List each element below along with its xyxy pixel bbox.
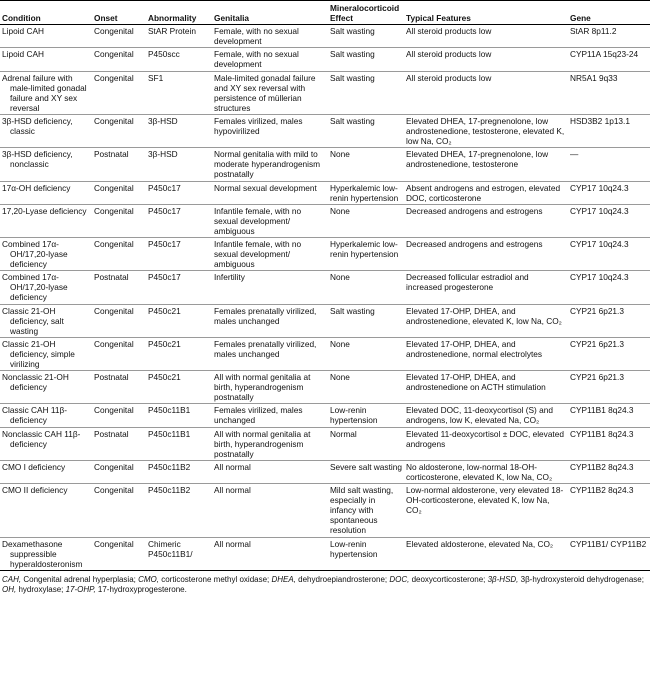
cell-text: Elevated DHEA, 17-pregnenolone, low androstenedione, testosterone, elevated K, low Na, CO₂ — [406, 115, 565, 147]
table-row — [0, 271, 650, 304]
cell-text: Male-limited gonadal failure and XY sex reversal with persistence of müllerian structures — [214, 72, 316, 113]
cell-text: Mild salt wasting, especially in infancy with spontaneous resolution — [330, 485, 394, 536]
cell-text: CYP17 10q24.3 — [570, 238, 629, 249]
cell-condition — [0, 148, 92, 181]
cell-text: 17α-OH deficiency — [2, 182, 71, 193]
cell-condition — [0, 114, 92, 147]
cell-text: CMO I deficiency — [2, 461, 66, 472]
cell-text: 3β-HSD — [148, 149, 178, 160]
cell-text: P450c11B1 — [148, 405, 191, 416]
header-onset: Onset — [92, 1, 146, 25]
cell-genitalia — [212, 148, 328, 181]
cell-text: Combined 17α-OH/17,20-lyase deficiency — [2, 272, 68, 303]
cell-abnormality — [146, 114, 212, 147]
cell-mineralocorticoid-effect — [328, 404, 404, 427]
cell-text: Severe salt wasting — [330, 461, 402, 472]
cell-onset — [92, 237, 146, 270]
cell-typical-features — [404, 148, 568, 181]
cell-onset — [92, 371, 146, 404]
table-row — [0, 460, 650, 483]
cell-typical-features — [404, 25, 568, 48]
cell-mineralocorticoid-effect — [328, 304, 404, 337]
cell-abnormality — [146, 204, 212, 237]
cell-abnormality — [146, 460, 212, 483]
cell-text: Normal genitalia with mild to moderate hyperandrogenism postnatally — [214, 149, 321, 180]
cell-text: P450c17 — [148, 238, 181, 249]
cell-text: Nonclassic CAH 11β-deficiency — [2, 428, 81, 449]
cell-text: CYP11B1 8q24.3 — [570, 405, 634, 416]
cell-gene — [568, 404, 650, 427]
cell-abnormality — [146, 71, 212, 114]
cell-condition — [0, 404, 92, 427]
cell-text: Nonclassic 21-OH deficiency — [2, 372, 69, 393]
cell-text: Elevated 17-OHP, DHEA, and androstenedione, elevated K, low Na, CO₂ — [406, 305, 562, 326]
cell-typical-features — [404, 460, 568, 483]
cell-text: Female, with no sexual development — [214, 26, 299, 47]
cell-text: Salt wasting — [330, 26, 375, 37]
cell-text: Infantile female, with no sexual development/ ambiguous — [214, 205, 302, 236]
cell-text: None — [330, 272, 350, 283]
cell-mineralocorticoid-effect — [328, 204, 404, 237]
cell-text: Combined 17α-OH/17,20-lyase deficiency — [2, 238, 68, 270]
cell-gene — [568, 537, 650, 570]
table-row — [0, 148, 650, 181]
cell-typical-features — [404, 271, 568, 304]
cell-text: Elevated 17-OHP, DHEA, and androstenedione on ACTH stimulation — [406, 372, 546, 393]
cell-text: CYP21 6p21.3 — [570, 338, 624, 349]
cell-text: Postnatal — [94, 149, 129, 160]
cell-mineralocorticoid-effect — [328, 48, 404, 71]
cell-text: CYP11B1/ CYP11B2 — [570, 538, 647, 549]
cell-text: All normal — [214, 538, 251, 549]
table-header — [0, 1, 650, 25]
cell-text: Congenital — [94, 305, 134, 316]
cell-condition — [0, 271, 92, 304]
cell-text: P450c21 — [148, 372, 181, 383]
footnote-text: corticosterone methyl oxidase; — [158, 574, 272, 584]
cell-gene — [568, 181, 650, 204]
cell-onset — [92, 71, 146, 114]
footnote-text: 17-hydroxyprogesterone. — [95, 584, 187, 594]
header-gene: Gene — [568, 1, 650, 25]
table-body — [0, 25, 650, 571]
cell-text: Decreased androgens and estrogens — [406, 238, 543, 249]
cell-text: CYP21 6p21.3 — [570, 305, 624, 316]
cell-mineralocorticoid-effect — [328, 25, 404, 48]
cell-typical-features — [404, 237, 568, 270]
cell-text: Congenital — [94, 72, 134, 83]
cell-condition — [0, 484, 92, 537]
cell-condition — [0, 25, 92, 48]
cell-text: Congenital — [94, 538, 134, 549]
cell-gene — [568, 148, 650, 181]
cell-condition — [0, 537, 92, 570]
cell-text: Females virilized, males unchanged — [214, 405, 303, 426]
cell-text: Salt wasting — [330, 49, 375, 60]
cell-typical-features — [404, 537, 568, 570]
footnote-abbr: 17-OHP, — [65, 584, 96, 594]
cell-text: Congenital — [94, 49, 134, 60]
footnote-text: deoxycorticosterone; — [409, 574, 488, 584]
cell-onset — [92, 460, 146, 483]
cell-text: P450c17 — [148, 205, 181, 216]
cell-typical-features — [404, 71, 568, 114]
cell-text: All normal — [214, 485, 251, 496]
cell-typical-features — [404, 404, 568, 427]
cell-text: Salt wasting — [330, 72, 375, 83]
cell-text: All steroid products low — [406, 26, 492, 37]
cell-text: Congenital — [94, 182, 134, 193]
cell-text: Normal sexual development — [214, 182, 317, 193]
cell-typical-features — [404, 181, 568, 204]
cell-text: Elevated aldosterone, elevated Na, CO₂ — [406, 538, 554, 549]
cell-mineralocorticoid-effect — [328, 148, 404, 181]
cell-text: Congenital — [94, 338, 134, 349]
cell-text: P450scc — [148, 49, 180, 60]
cell-abnormality — [146, 48, 212, 71]
cell-gene — [568, 460, 650, 483]
cell-mineralocorticoid-effect — [328, 484, 404, 537]
cell-text: All steroid products low — [406, 49, 492, 60]
cell-text: Females prenatally virilized, males unchanged — [214, 305, 317, 326]
cell-mineralocorticoid-effect — [328, 71, 404, 114]
cell-genitalia — [212, 204, 328, 237]
cell-onset — [92, 427, 146, 460]
cell-text: Salt wasting — [330, 305, 375, 316]
header-mineralocorticoid-effect: Mineralocorticoid Effect — [328, 1, 404, 25]
cell-genitalia — [212, 271, 328, 304]
cell-text: Classic 21-OH deficiency, simple virilizing — [2, 338, 75, 369]
cell-text: CYP11B2 8q24.3 — [570, 461, 634, 472]
cell-text: CYP21 6p21.3 — [570, 372, 624, 383]
header-condition: Condition — [0, 1, 92, 25]
cell-abnormality — [146, 404, 212, 427]
cell-text: Decreased androgens and estrogens — [406, 205, 543, 216]
cell-condition — [0, 460, 92, 483]
table-row — [0, 204, 650, 237]
cell-condition — [0, 371, 92, 404]
cell-mineralocorticoid-effect — [328, 114, 404, 147]
cell-condition — [0, 48, 92, 71]
footnote-abbr: OH, — [2, 584, 17, 594]
cell-abnormality — [146, 25, 212, 48]
cell-text: None — [330, 149, 350, 160]
cell-mineralocorticoid-effect — [328, 337, 404, 370]
cell-typical-features — [404, 304, 568, 337]
footnote-abbr: CMO, — [138, 574, 159, 584]
footnote-abbr: DOC, — [389, 574, 410, 584]
cell-text: Elevated DHEA, 17-pregnenolone, low androstenedione, testosterone — [406, 149, 549, 170]
cell-genitalia — [212, 237, 328, 270]
cell-condition — [0, 204, 92, 237]
cell-text: Infantile female, with no sexual development/ ambiguous — [214, 238, 302, 270]
cell-genitalia — [212, 114, 328, 147]
cell-text: Elevated 17-OHP, DHEA, and androstenedione, normal electrolytes — [406, 338, 543, 359]
table-row — [0, 181, 650, 204]
cell-text: Infertility — [214, 272, 245, 283]
cell-text: Adrenal failure with male-limited gonadal failure and XY sex reversal — [2, 72, 87, 113]
footnote-abbr: CAH, — [2, 574, 22, 584]
cell-text: SF1 — [148, 72, 164, 83]
cell-gene — [568, 25, 650, 48]
cell-text: Absent androgens and estrogen, elevated DOC, corticosterone — [406, 182, 561, 203]
cell-typical-features — [404, 204, 568, 237]
cell-gene — [568, 71, 650, 114]
cell-gene — [568, 271, 650, 304]
cell-onset — [92, 304, 146, 337]
footnote-text: 3β-hydroxysteroid dehydrogenase; — [518, 574, 644, 584]
cell-text: NR5A1 9q33 — [570, 72, 618, 83]
cell-condition — [0, 181, 92, 204]
cell-onset — [92, 484, 146, 537]
cell-genitalia — [212, 460, 328, 483]
cell-text: None — [330, 205, 350, 216]
cell-genitalia — [212, 404, 328, 427]
cell-genitalia — [212, 304, 328, 337]
cell-mineralocorticoid-effect — [328, 371, 404, 404]
cell-typical-features — [404, 337, 568, 370]
cell-mineralocorticoid-effect — [328, 181, 404, 204]
cell-text: CYP11B1 8q24.3 — [570, 428, 634, 439]
cell-condition — [0, 304, 92, 337]
cell-text: None — [330, 372, 350, 383]
cell-abnormality — [146, 181, 212, 204]
footnote-text: hydroxylase; — [16, 584, 66, 594]
cell-text: P450c11B2 — [148, 461, 191, 472]
cell-text: Hyperkalemic low-renin hypertension — [330, 238, 399, 260]
cell-text: Chimeric P450c11B1/ — [148, 538, 193, 559]
cell-genitalia — [212, 537, 328, 570]
cell-text: Postnatal — [94, 272, 129, 283]
cell-genitalia — [212, 371, 328, 404]
cell-text: Congenital — [94, 238, 134, 249]
cell-text: 3β-HSD deficiency, nonclassic — [2, 149, 73, 170]
cell-text: — — [570, 149, 579, 160]
cell-genitalia — [212, 337, 328, 370]
cell-genitalia — [212, 484, 328, 537]
cell-mineralocorticoid-effect — [328, 237, 404, 270]
cell-condition — [0, 427, 92, 460]
cell-text: CYP17 10q24.3 — [570, 205, 629, 216]
cell-gene — [568, 427, 650, 460]
header-genitalia: Genitalia — [212, 1, 328, 25]
cell-text: Hyperkalemic low-renin hypertension — [330, 182, 399, 203]
cell-condition — [0, 71, 92, 114]
table-footnote — [2, 575, 648, 595]
cell-abnormality — [146, 271, 212, 304]
cell-onset — [92, 404, 146, 427]
cell-gene — [568, 48, 650, 71]
table-row — [0, 371, 650, 404]
cell-text: Congenital — [94, 26, 134, 37]
header-abnormality: Abnormality — [146, 1, 212, 25]
cell-abnormality — [146, 148, 212, 181]
footnote-text: Congenital adrenal hyperplasia; — [21, 574, 139, 584]
table-row — [0, 25, 650, 48]
cell-typical-features — [404, 371, 568, 404]
cell-text: All steroid products low — [406, 72, 492, 83]
cell-condition — [0, 237, 92, 270]
cell-abnormality — [146, 237, 212, 270]
table-row — [0, 71, 650, 114]
cell-text: P450c17 — [148, 182, 181, 193]
cell-text: Low-renin hypertension — [330, 538, 378, 559]
cell-condition — [0, 337, 92, 370]
cell-gene — [568, 337, 650, 370]
cell-text: Classic CAH 11β-deficiency — [2, 405, 68, 426]
cell-text: P450c21 — [148, 338, 181, 349]
cell-onset — [92, 48, 146, 71]
cell-gene — [568, 304, 650, 337]
cell-text: Low-normal aldosterone, very elevated 18-OH-corticosterone, elevated K, low Na, CO₂ — [406, 485, 564, 516]
table-row — [0, 427, 650, 460]
cell-gene — [568, 484, 650, 537]
cell-text: Elevated DOC, 11-deoxycortisol (S) and androgens, low K, elevated Na, CO₂ — [406, 405, 553, 426]
cell-onset — [92, 204, 146, 237]
cell-abnormality — [146, 484, 212, 537]
cell-text: Female, with no sexual development — [214, 49, 299, 70]
cell-mineralocorticoid-effect — [328, 427, 404, 460]
cell-onset — [92, 337, 146, 370]
cell-typical-features — [404, 427, 568, 460]
cell-abnormality — [146, 537, 212, 570]
header-typical-features: Typical Features — [404, 1, 568, 25]
cell-abnormality — [146, 304, 212, 337]
cell-mineralocorticoid-effect — [328, 460, 404, 483]
cell-genitalia — [212, 25, 328, 48]
cell-typical-features — [404, 114, 568, 147]
table-row — [0, 304, 650, 337]
cell-mineralocorticoid-effect — [328, 271, 404, 304]
cell-abnormality — [146, 427, 212, 460]
header-row — [0, 1, 650, 25]
cell-abnormality — [146, 371, 212, 404]
cell-text: None — [330, 338, 350, 349]
cell-text: P450c21 — [148, 305, 181, 316]
cell-text: StAR Protein — [148, 26, 196, 37]
cell-text: Congenital — [94, 405, 134, 416]
cell-gene — [568, 237, 650, 270]
cell-text: Congenital — [94, 485, 134, 496]
cell-onset — [92, 25, 146, 48]
cell-text: Postnatal — [94, 372, 129, 383]
cell-onset — [92, 114, 146, 147]
cell-onset — [92, 537, 146, 570]
cell-text: CYP11A 15q23-24 — [570, 49, 639, 60]
cell-genitalia — [212, 48, 328, 71]
footnote-abbr: DHEA, — [271, 574, 296, 584]
cell-text: Congenital — [94, 205, 134, 216]
cell-text: Salt wasting — [330, 115, 375, 126]
cell-text: All with normal genitalia at birth, hyperandrogenism postnatally — [214, 428, 311, 459]
cell-text: Elevated 11-deoxycortisol ± DOC, elevated androgens — [406, 428, 564, 449]
cell-text: CYP17 10q24.3 — [570, 272, 629, 283]
footnote-abbr: 3β-HSD, — [487, 574, 519, 584]
cell-text: All normal — [214, 461, 251, 472]
cell-text: P450c11B1 — [148, 428, 191, 439]
table-row — [0, 114, 650, 147]
table-row — [0, 337, 650, 370]
cell-mineralocorticoid-effect — [328, 537, 404, 570]
cell-text: P450c11B2 — [148, 485, 191, 496]
cell-text: No aldosterone, low-normal 18-OH-corticosterone, elevated K, low Na, CO₂ — [406, 461, 553, 482]
cell-genitalia — [212, 181, 328, 204]
cell-text: Low-renin hypertension — [330, 405, 378, 426]
table-row — [0, 537, 650, 570]
table-row — [0, 48, 650, 71]
table-row — [0, 484, 650, 537]
cell-typical-features — [404, 484, 568, 537]
cell-text: Decreased follicular estradiol and increased progesterone — [406, 272, 529, 293]
cell-genitalia — [212, 71, 328, 114]
cell-text: HSD3B2 1p13.1 — [570, 115, 630, 126]
cell-text: Congenital — [94, 461, 134, 472]
cell-text: 3β-HSD deficiency, classic — [2, 115, 73, 137]
table-row — [0, 404, 650, 427]
cell-text: CMO II deficiency — [2, 485, 68, 496]
cell-gene — [568, 114, 650, 147]
table-row — [0, 237, 650, 270]
cell-text: CYP11B2 8q24.3 — [570, 485, 634, 496]
cell-text: Females virilized, males hypovirilized — [214, 115, 303, 137]
cell-onset — [92, 271, 146, 304]
footnote-text: dehydroepiandrosterone; — [295, 574, 390, 584]
cell-text: Postnatal — [94, 428, 129, 439]
cell-text: Classic 21-OH deficiency, salt wasting — [2, 305, 64, 336]
cell-text: StAR 8p11.2 — [570, 26, 617, 37]
cell-typical-features — [404, 48, 568, 71]
cell-text: Congenital — [94, 115, 134, 126]
cell-text: 3β-HSD — [148, 115, 178, 126]
cell-onset — [92, 148, 146, 181]
cell-text: CYP17 10q24.3 — [570, 182, 629, 193]
cell-abnormality — [146, 337, 212, 370]
cell-gene — [568, 371, 650, 404]
cell-genitalia — [212, 427, 328, 460]
cell-gene — [568, 204, 650, 237]
cell-text: P450c17 — [148, 272, 181, 283]
cell-text: All with normal genitalia at birth, hyperandrogenism postnatally — [214, 372, 311, 403]
cell-text: Normal — [330, 428, 357, 439]
cell-text: Lipoid CAH — [2, 26, 44, 37]
cell-text: 17,20-Lyase deficiency — [2, 205, 87, 216]
cell-text: Lipoid CAH — [2, 49, 44, 60]
cell-onset — [92, 181, 146, 204]
cell-text: Females prenatally virilized, males unchanged — [214, 338, 317, 359]
cell-text: Dexamethasone suppressible hyperaldosteronism — [2, 538, 83, 569]
